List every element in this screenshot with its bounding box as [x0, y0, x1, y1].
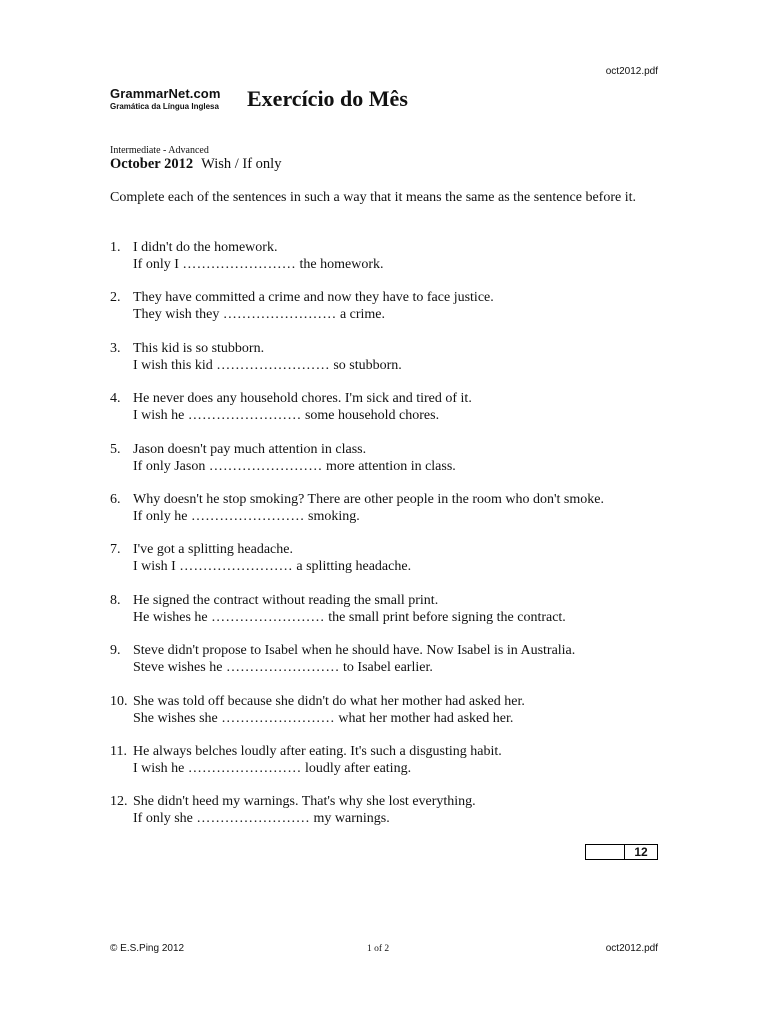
- instructions: Complete each of the sentences in such a way that it means the same as the sentence before it.: [110, 190, 636, 205]
- exercise-sentence: This kid is so stubborn.: [133, 340, 265, 356]
- score-total: 12: [634, 845, 648, 859]
- exercise-sentence: He signed the contract without reading the small print.: [133, 592, 439, 608]
- topic-label: Wish / If only: [201, 156, 282, 172]
- exercise-item: [110, 340, 670, 390]
- exercise-item: [110, 491, 670, 541]
- prompt-start: I wish this kid: [133, 357, 213, 373]
- exercise-prompt: [133, 407, 439, 424]
- prompt-start: They wish they: [133, 307, 220, 323]
- exercise-number: 2.: [110, 290, 121, 306]
- exercise-prompt: [133, 458, 456, 475]
- answer-gap[interactable]: ……………………: [182, 257, 296, 272]
- header-filename: oct2012.pdf: [605, 66, 658, 77]
- exercise-number: 6.: [110, 491, 121, 507]
- brand-logo: [110, 86, 221, 111]
- prompt-start: She wishes she: [133, 710, 218, 726]
- footer-copyright: © E.S.Ping 2012: [110, 943, 185, 954]
- prompt-start: If only he: [133, 508, 188, 524]
- answer-gap[interactable]: ……………………: [190, 508, 305, 524]
- prompt-start: If only I: [133, 257, 179, 272]
- exercise-prompt: [133, 508, 360, 525]
- exercise-item: [110, 541, 670, 591]
- answer-gap[interactable]: ……………………: [211, 609, 325, 625]
- prompt-end: more attention in class.: [325, 458, 456, 474]
- prompt-end: some household chores.: [304, 408, 440, 424]
- exercise-sentence: She didn't heed my warnings. That's why she lost everything.: [133, 794, 476, 810]
- exercise-prompt: [133, 710, 513, 727]
- exercise-prompt: [133, 558, 411, 575]
- exercise-item: [110, 289, 670, 339]
- month-label: October 2012: [110, 156, 194, 172]
- exercise-subtitle: [110, 156, 281, 173]
- prompt-end: what her mother had asked her.: [338, 710, 514, 726]
- exercise-prompt: [133, 357, 402, 374]
- prompt-start: I wish he: [133, 408, 185, 424]
- prompt-start: He wishes he: [133, 609, 208, 625]
- exercise-number: 5.: [110, 441, 121, 457]
- level-label: Intermediate - Advanced: [110, 145, 209, 156]
- prompt-end: loudly after eating.: [304, 760, 412, 776]
- exercise-item: [110, 390, 670, 440]
- exercise-item: [110, 239, 670, 289]
- exercise-item: [110, 693, 670, 743]
- answer-gap[interactable]: ……………………: [196, 811, 310, 827]
- answer-gap[interactable]: ……………………: [187, 760, 302, 776]
- prompt-end: a splitting headache.: [296, 559, 412, 575]
- exercise-sentence: He always belches loudly after eating. It's such a disgusting habit.: [133, 743, 502, 759]
- footer-filename: oct2012.pdf: [605, 943, 658, 954]
- exercise-prompt: [133, 306, 385, 323]
- prompt-start: If only she: [133, 811, 193, 827]
- exercise-number: 11.: [110, 743, 127, 759]
- exercise-number: 7.: [110, 542, 121, 558]
- exercise-prompt: [133, 810, 390, 827]
- exercise-number: 8.: [110, 592, 121, 608]
- exercise-sentence: She was told off because she didn't do what her mother had asked her.: [133, 693, 525, 709]
- brand-name: GrammarNet.com: [110, 86, 221, 101]
- exercise-item: [110, 642, 670, 692]
- prompt-end: the small print before signing the contract.: [328, 609, 566, 625]
- score-input-area[interactable]: [586, 845, 625, 859]
- exercise-number: 10.: [110, 693, 128, 709]
- prompt-start: If only Jason: [133, 458, 206, 474]
- exercise-item: [110, 592, 670, 642]
- exercise-prompt: [133, 609, 566, 626]
- exercise-sentence: They have committed a crime and now they have to face justice.: [133, 290, 494, 306]
- exercise-prompt: [133, 760, 411, 777]
- exercise-number: 12.: [110, 794, 128, 810]
- answer-gap[interactable]: ……………………: [225, 660, 340, 676]
- answer-gap[interactable]: ……………………: [221, 710, 335, 726]
- prompt-start: I wish he: [133, 760, 185, 776]
- exercise-sentence: Steve didn't propose to Isabel when he should have. Now Isabel is in Australia.: [133, 643, 576, 659]
- prompt-end: smoking.: [308, 508, 360, 524]
- exercise-sentence: I didn't do the homework.: [133, 240, 278, 255]
- page-title: Exercício do Mês: [247, 86, 408, 111]
- prompt-end: so stubborn.: [333, 357, 402, 373]
- answer-gap[interactable]: ……………………: [179, 559, 293, 575]
- score-box: [585, 844, 658, 860]
- prompt-start: Steve wishes he: [133, 660, 223, 676]
- exercise-item: [110, 441, 670, 491]
- answer-gap[interactable]: ……………………: [222, 307, 337, 323]
- exercise-number: 3.: [110, 340, 121, 356]
- answer-gap[interactable]: ……………………: [216, 357, 330, 373]
- exercise-number: 4.: [110, 391, 121, 407]
- exercise-number: 9.: [110, 643, 121, 659]
- exercise-number: 1.: [110, 240, 121, 255]
- prompt-end: the homework.: [299, 257, 384, 272]
- exercise-prompt: [133, 659, 433, 676]
- prompt-end: a crime.: [339, 307, 386, 323]
- answer-gap[interactable]: ……………………: [208, 458, 323, 474]
- brand-subtitle: Gramática da Língua Inglesa: [110, 102, 219, 111]
- exercise-list: [110, 239, 670, 844]
- prompt-end: to Isabel earlier.: [343, 660, 433, 676]
- exercise-sentence: Why doesn't he stop smoking? There are other people in the room who don't smoke.: [133, 491, 604, 507]
- exercise-prompt: [133, 256, 383, 273]
- exercise-item: [110, 793, 670, 843]
- exercise-sentence: Jason doesn't pay much attention in class.: [133, 441, 367, 457]
- exercise-sentence: He never does any household chores. I'm sick and tired of it.: [133, 391, 472, 407]
- prompt-start: I wish I: [133, 559, 176, 575]
- exercise-sentence: I've got a splitting headache.: [133, 542, 293, 558]
- footer-page-number: 1 of 2: [367, 944, 390, 954]
- answer-gap[interactable]: ……………………: [187, 408, 302, 424]
- exercise-item: [110, 743, 670, 793]
- prompt-end: my warnings.: [313, 811, 390, 827]
